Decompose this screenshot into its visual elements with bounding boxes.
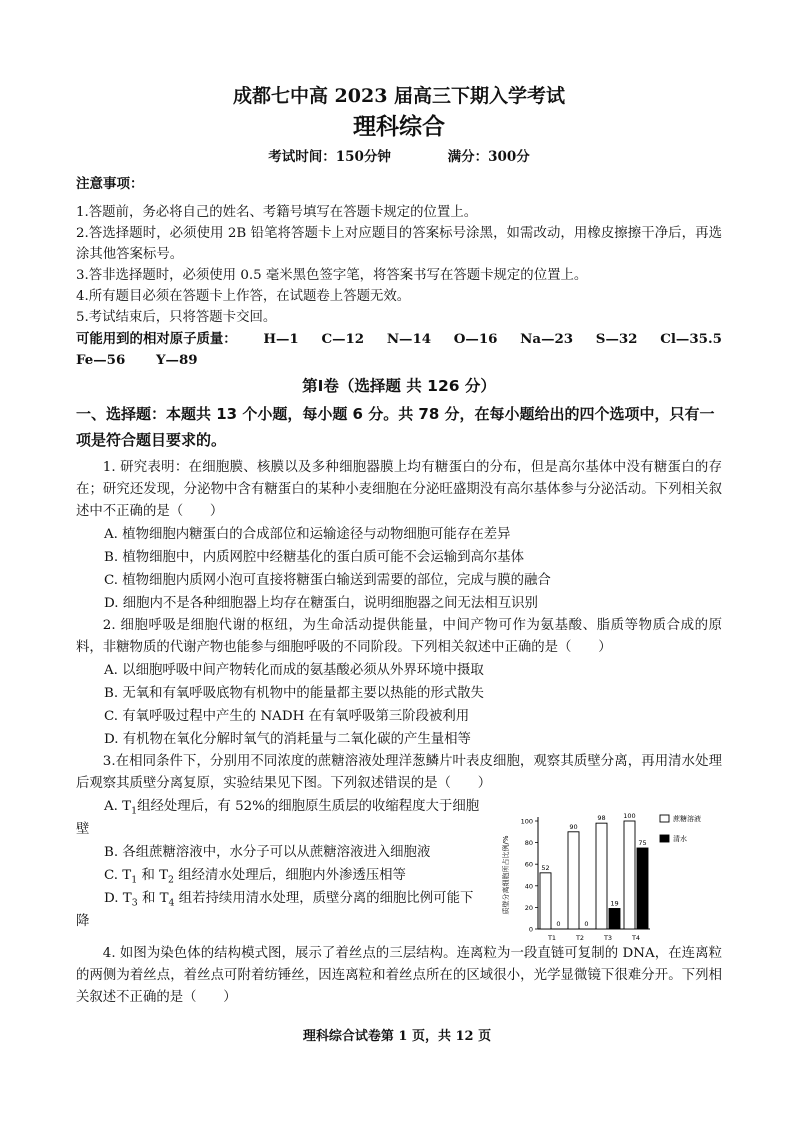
subscript: 1 xyxy=(131,805,138,817)
question-2-stem: 2. 细胞呼吸是细胞代谢的枢纽，为生命活动提供能量，中间产物可作为氨基酸、脂质等物质合成的原料，非糖物质的代谢产物也能参与细胞呼吸的不同阶段。下列相关叙述中正确的是（ ） xyxy=(76,618,722,655)
atomic-masses-label: 可能用到的相对原子质量： xyxy=(76,331,237,347)
data-label-sucrose: 52 xyxy=(541,863,550,872)
notice-item: 5.考试结束后，只将答题卡交回。 xyxy=(76,310,277,325)
question-2-option-c: C. 有氧呼吸过程中产生的 NADH 在有氧呼吸第三阶段被利用 xyxy=(104,709,470,724)
question-1-option-b: B. 植物细胞中，内质网腔中经糖基化的蛋白质可能不会运输到高尔基体 xyxy=(104,550,525,565)
atom-mass: H—1 xyxy=(263,331,299,347)
bar-water xyxy=(637,848,648,929)
subscript: 3 xyxy=(131,897,138,909)
x-category-label: T3 xyxy=(603,934,613,942)
bar-water xyxy=(609,908,620,929)
atomic-masses-line2 xyxy=(76,350,722,371)
atom-mass: Na—23 xyxy=(520,331,574,347)
option-text: 组经处理后，有 52%的细胞原生质层的收缩程度大于细胞壁 xyxy=(76,799,480,837)
question-2-option-a: A. 以细胞呼吸中间产物转化而成的氨基酸必须从外界环境中摄取 xyxy=(104,663,484,678)
y-tick-label: 100 xyxy=(520,817,533,826)
atom-mass: S—32 xyxy=(595,331,638,347)
question-3-option-a xyxy=(76,795,486,841)
data-label-water: 75 xyxy=(638,839,647,847)
option-text: D. T xyxy=(104,891,132,906)
data-label-sucrose: 100 xyxy=(623,812,636,820)
option-text: 和 T xyxy=(141,868,169,883)
y-tick-label: 40 xyxy=(524,882,533,891)
question-3-option-d xyxy=(76,887,486,933)
exam-title: 成都七中高 2023 届高三下期入学考试 xyxy=(232,85,566,107)
exam-time: 考试时间：150分钟 xyxy=(268,149,391,165)
legend-swatch-water xyxy=(660,835,669,842)
exam-subject: 理科综合 xyxy=(353,113,445,140)
subscript: 4 xyxy=(168,897,175,909)
exam-info xyxy=(76,146,722,168)
x-category-label: T2 xyxy=(575,934,585,942)
bar-sucrose xyxy=(624,821,635,929)
data-label-water: 0 xyxy=(556,920,561,928)
notice-list xyxy=(76,202,722,328)
atom-mass: O—16 xyxy=(453,331,498,347)
x-category-label: T1 xyxy=(547,934,557,942)
question-3-option-b: B. 各组蔗糖溶液中，水分子可以从蔗糖溶液进入细胞液 xyxy=(104,845,431,860)
atom-mass: N—14 xyxy=(386,331,432,347)
question-3-stem: 3.在相同条件下，分别用不同浓度的蔗糖溶液处理洋葱鳞片叶表皮细胞，观察其质壁分离，再用清水处理后观察其质壁分离复原，实验结果见下图。下列叙述错误的是（ ） xyxy=(76,754,722,791)
data-label-sucrose: 90 xyxy=(569,822,578,831)
y-tick-label: 80 xyxy=(524,839,533,848)
notice-item: 3.答非选择题时，必须使用 0.5 毫米黑色签字笔，将答案书写在答题卡规定的位置上。 xyxy=(76,268,588,283)
y-axis-label: 质壁分离细胞所占比例/% xyxy=(502,835,510,915)
x-category-label: T4 xyxy=(631,934,641,942)
question-3-option-c xyxy=(104,864,486,887)
question-2-option-d: D. 有机物在氧化分解时氧气的消耗量与二氧化碳的产生量相等 xyxy=(104,732,471,747)
question-2-option-b: B. 无氧和有氧呼吸底物有机物中的能量都主要以热能的形式散失 xyxy=(104,686,484,701)
y-tick-label: 60 xyxy=(524,860,533,869)
plasmolysis-bar-chart xyxy=(498,801,722,951)
data-label-water: 19 xyxy=(610,899,619,908)
legend-label-sucrose: 蔗糖溶液 xyxy=(673,815,701,823)
page-footer: 理科综合试卷第 1 页，共 12 页 xyxy=(302,1029,492,1044)
atom-mass: Y—89 xyxy=(156,352,198,368)
notice-item: 2.答选择题时，必须使用 2B 铅笔将答题卡上对应题目的答案标号涂黑，如需改动，用橡皮擦擦干净后，再选涂其他答案标号。 xyxy=(76,226,722,262)
option-text: 组若持续用清水处理，质壁分离的细胞比例可能下降 xyxy=(76,891,474,929)
option-text: 和 T xyxy=(141,891,169,906)
question-4-stem: 4. 如图为染色体的结构模式图，展示了着丝点的三层结构。连离粒为一段直链可复制的 DNA，在连离粒的两侧为着丝点，着丝点可附着纺锤丝，因连离粒和着丝点所在的区域很小，光学显微镜下很难分开。下列相关叙述不正确的是（ ） xyxy=(76,946,722,1005)
question-1-option-d: D. 细胞内不是各种细胞器上均存在糖蛋白，说明细胞器之间无法相互识别 xyxy=(104,596,538,611)
bar-sucrose xyxy=(596,823,607,929)
bar-sucrose xyxy=(568,832,579,929)
question-1-stem: 1. 研究表明：在细胞膜、核膜以及多种细胞器膜上均有糖蛋白的分布，但是高尔基体中没有糖蛋白的存在；研究还发现，分泌物中含有糖蛋白的某种小麦细胞在分泌旺盛期没有高尔基体参与分泌活动。下列相关叙述中不正确的是（ ） xyxy=(76,460,722,519)
y-tick-label: 20 xyxy=(524,903,533,912)
notice-title: 注意事项： xyxy=(76,176,144,192)
subscript: 1 xyxy=(131,874,138,886)
y-tick-label: 0 xyxy=(528,925,533,934)
notice-item: 1.答题前，务必将自己的姓名、考籍号填写在答题卡规定的位置上。 xyxy=(76,205,478,220)
subscript: 2 xyxy=(168,874,175,886)
option-text: C. T xyxy=(104,868,132,883)
question-1-option-a: A. 植物细胞内糖蛋白的合成部位和运输途径与动物细胞可能存在差异 xyxy=(104,527,511,542)
data-label-sucrose: 98 xyxy=(597,814,606,823)
atom-mass: Fe—56 xyxy=(76,352,126,368)
question-3-options xyxy=(76,795,486,933)
full-score: 满分：300分 xyxy=(447,149,530,165)
bar-sucrose xyxy=(540,873,551,929)
option-text: A. T xyxy=(104,799,132,814)
atomic-masses xyxy=(76,329,722,350)
part-title: 第Ⅰ卷（选择题 共 126 分） xyxy=(302,377,496,395)
option-text: 组经清水处理后，细胞内外渗透压相等 xyxy=(178,868,406,883)
section-title: 一、选择题：本题共 13 个小题，每小题 6 分。共 78 分，在每小题给出的四个选项中，只有一项是符合题目要求的。 xyxy=(76,405,715,449)
notice-item: 4.所有题目必须在答题卡上作答，在试题卷上答题无效。 xyxy=(76,289,411,304)
question-3-block xyxy=(76,795,722,942)
legend-swatch-sucrose xyxy=(660,815,669,822)
atom-mass: C—12 xyxy=(321,331,365,347)
data-label-water: 0 xyxy=(584,920,589,928)
legend-label-water: 清水 xyxy=(673,835,687,843)
atom-mass: Cl—35.5 xyxy=(660,331,722,347)
question-1-option-c: C. 植物细胞内质网小泡可直接将糖蛋白输送到需要的部位，完成与膜的融合 xyxy=(104,573,551,588)
exam-page xyxy=(76,82,722,1009)
